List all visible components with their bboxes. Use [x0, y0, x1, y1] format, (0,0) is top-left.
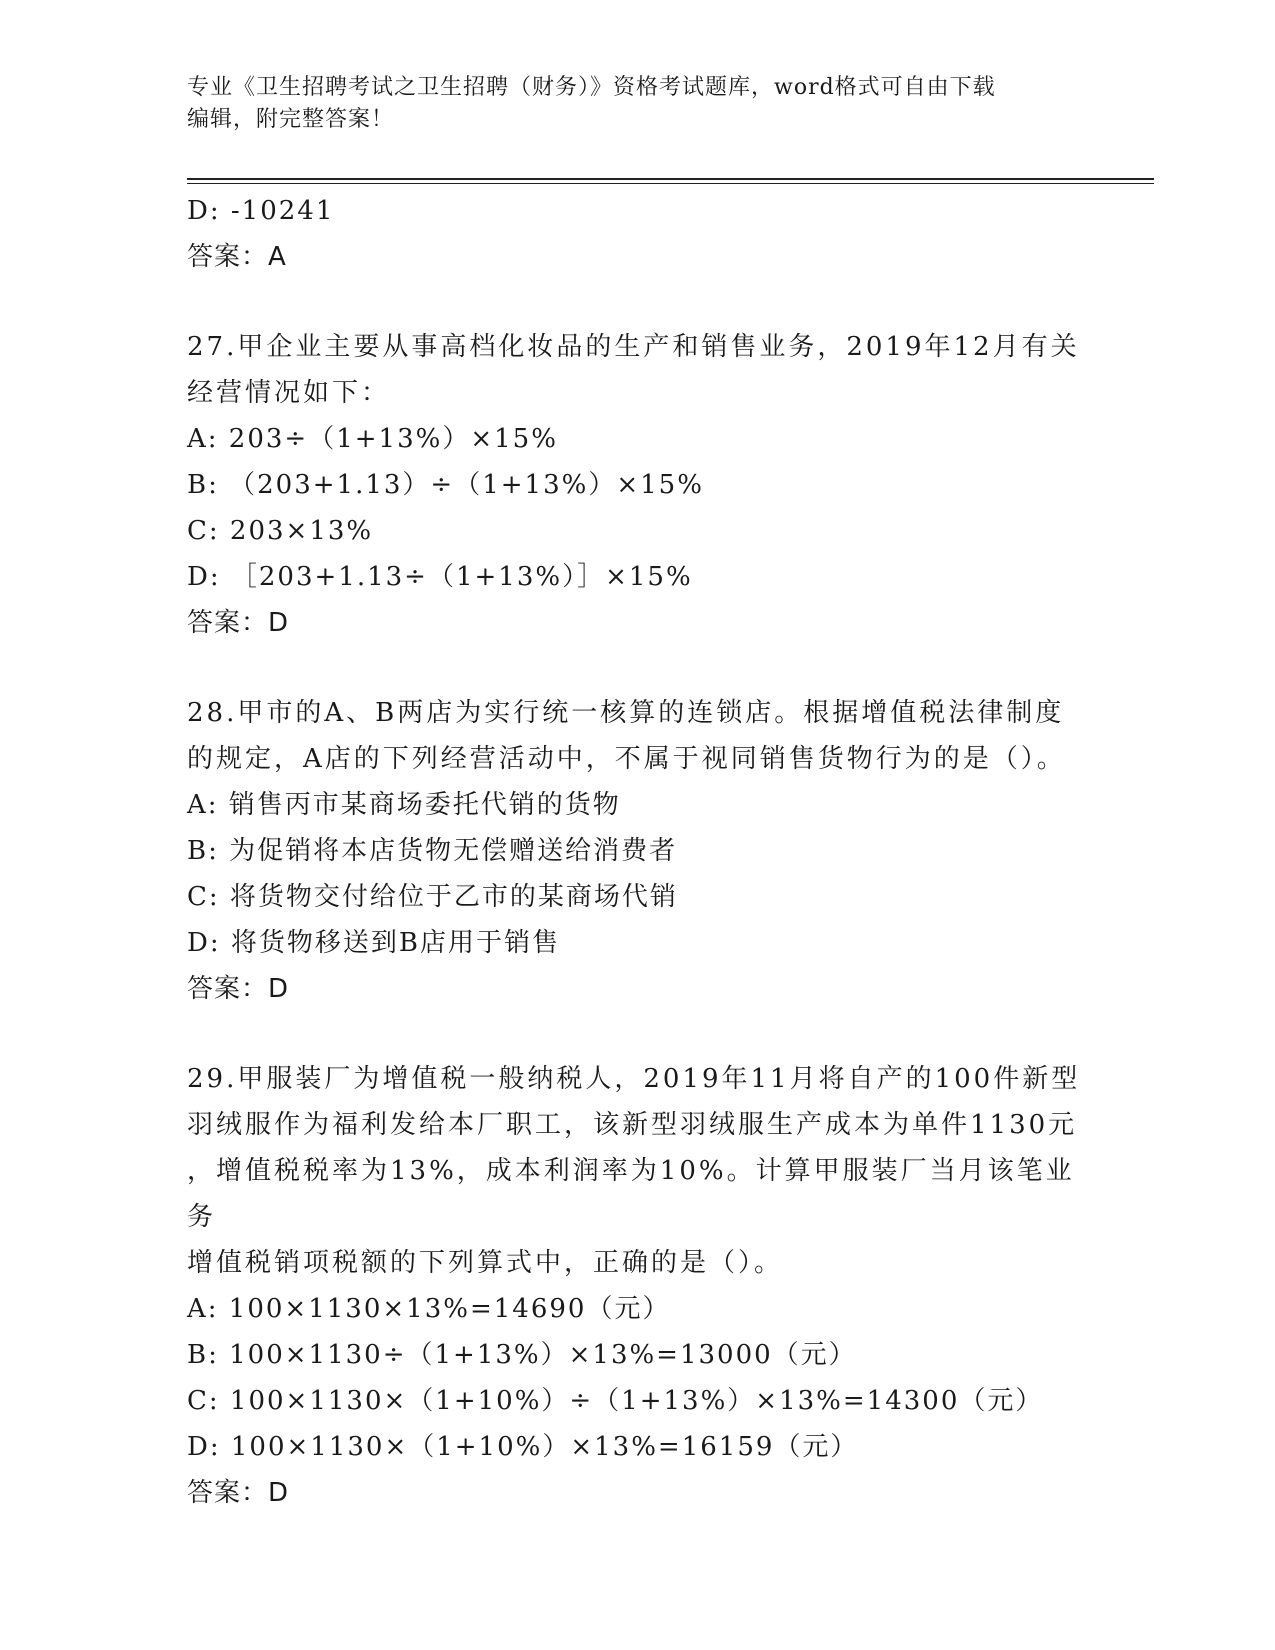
option-c: C: 将货物交付给位于乙市的某商场代销	[187, 882, 678, 912]
question-text-line: 经营情况如下：	[187, 378, 391, 408]
option-c: C: 203×13%	[187, 516, 374, 546]
header-line-1: 专业《卫生招聘考试之卫生招聘（财务）》资格考试题库，word格式可自由下载	[187, 75, 996, 100]
question-29	[187, 1056, 1087, 1516]
option-d: D: 100×1130×（1+10%）×13%=16159（元）	[187, 1432, 859, 1462]
previous-question-tail	[187, 188, 1087, 280]
question-text-line: 27.甲企业主要从事高档化妆品的生产和销售业务，2019年12月有关	[187, 332, 1080, 362]
header-divider-thick	[187, 178, 1154, 180]
option-b: B: 为促销将本店货物无偿赠送给消费者	[187, 836, 678, 866]
header-divider-thin	[187, 183, 1154, 184]
option-a: A: 203÷（1+13%）×15%	[187, 424, 558, 454]
option-c: C: 100×1130×（1+10%）÷（1+13%）×13%=14300（元）	[187, 1386, 1044, 1416]
question-text-line: 28.甲市的A、B两店为实行统一核算的连锁店。根据增值税法律制度	[187, 698, 1065, 728]
option-a: A: 销售丙市某商场委托代销的货物	[187, 790, 621, 820]
question-text-line: 增值税销项税额的下列算式中，正确的是（）。	[187, 1248, 784, 1278]
question-text-line: 29.甲服装厂为增值税一般纳税人，2019年11月将自产的100件新型	[187, 1064, 1081, 1094]
option-d: D: 将货物移送到B店用于销售	[187, 928, 560, 958]
answer-line: 答案：A	[187, 242, 287, 272]
document-body	[187, 188, 1087, 1516]
option-b: B: 100×1130÷（1+13%）×13%=13000（元）	[187, 1340, 857, 1370]
document-header	[187, 72, 1087, 136]
question-text-line: ，增值税税率为13%，成本利润率为10%。计算甲服装厂当月该笔业务	[187, 1156, 1075, 1232]
option-b: B: （203+1.13）÷（1+13%）×15%	[187, 470, 704, 500]
header-line-2: 编辑，附完整答案！	[187, 107, 395, 132]
option-a: A: 100×1130×13%=14690（元）	[187, 1294, 671, 1324]
option-d: D: ［203+1.13÷（1+13%）］×15%	[187, 562, 693, 592]
answer-line: 答案：D	[187, 1478, 290, 1508]
option-d: D: -10241	[187, 196, 335, 226]
question-27	[187, 324, 1087, 646]
answer-line: 答案：D	[187, 974, 290, 1004]
question-28	[187, 690, 1087, 1012]
question-text-line: 羽绒服作为福利发给本厂职工，该新型羽绒服生产成本为单件1130元	[187, 1110, 1078, 1140]
question-text-line: 的规定，A店的下列经营活动中，不属于视同销售货物行为的是（）。	[187, 744, 1066, 774]
answer-line: 答案：D	[187, 608, 290, 638]
